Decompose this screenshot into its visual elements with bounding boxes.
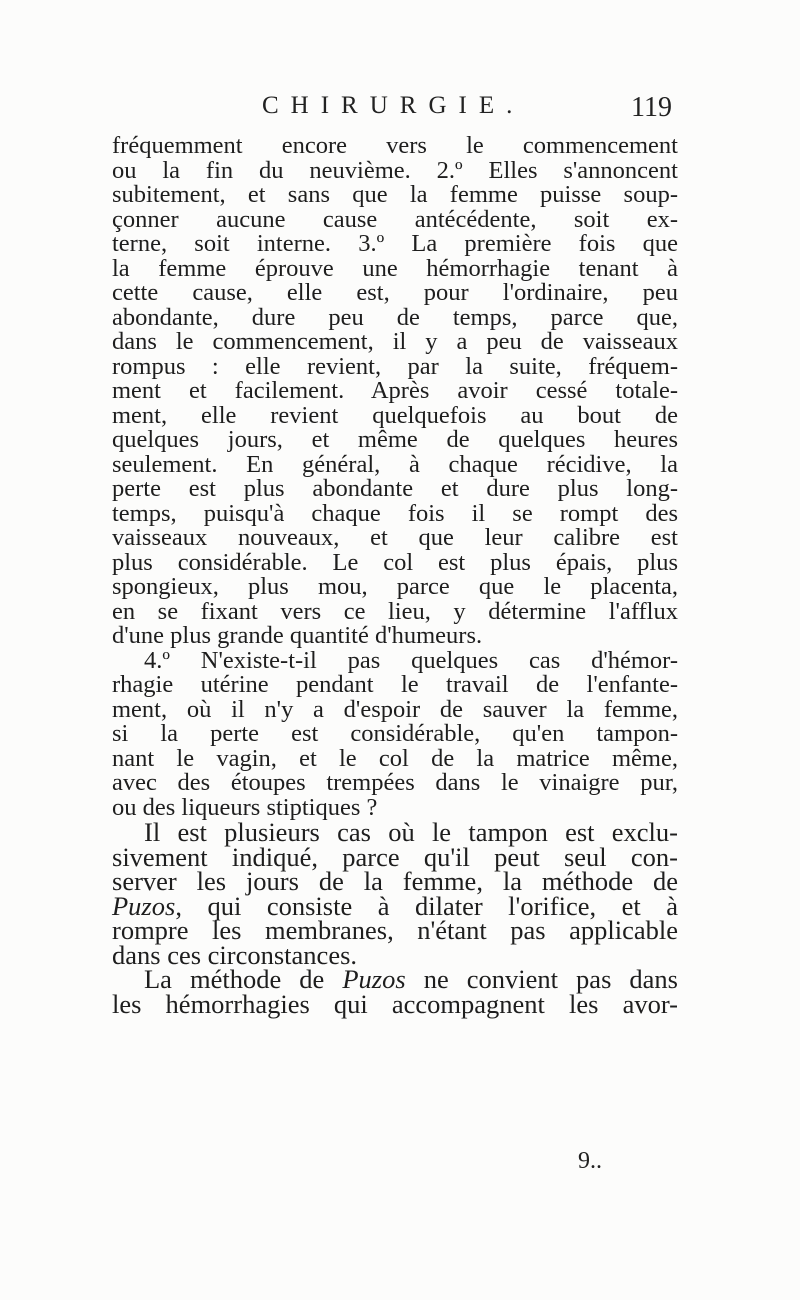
text-line: perte est plus abondante et dure plus long- (112, 475, 678, 502)
text-line: ou la fin du neuvième. 2.º Elles s'annoncent (112, 156, 678, 184)
text-line: fréquemment encore vers le commencement (112, 132, 678, 159)
text-line: Il est plusieurs cas où le tampon est exclu- (144, 817, 678, 847)
text-line: dans le commencement, il y a peu de vaisseaux (112, 328, 678, 355)
text-line: nant le vagin, et le col de la matrice même, (112, 744, 678, 772)
text-line: La méthode de Puzos ne convient pas dans (144, 964, 678, 994)
text-line: temps, puisqu'à chaque fois il se rompt des (112, 499, 678, 527)
text-line: cette cause, elle est, pour l'ordinaire, peu (112, 279, 678, 306)
text-line: ment et facilement. Après avoir cessé totale- (112, 377, 678, 404)
text-line: en se fixant vers ce lieu, y détermine l'afflux (112, 597, 678, 625)
page-number: 119 (631, 92, 672, 123)
text-line: Puzos, qui consiste à dilater l'orifice, et à (112, 890, 678, 921)
text-line: 4.º N'existe-t-il pas quelques cas d'hémor- (144, 646, 678, 674)
signature-mark: 9.. (578, 1148, 602, 1174)
text-line: ment, elle revient quelquefois au bout de (112, 401, 678, 429)
text-line: seulement. En général, à chaque récidive, la (112, 450, 678, 478)
text-line: server les jours de la femme, la méthode de (112, 866, 678, 896)
text-line: abondante, dure peu de temps, parce que, (112, 303, 678, 331)
text-line: d'une plus grande quantité d'humeurs. (112, 622, 483, 649)
page-header (112, 92, 678, 132)
text-line: çonner aucune cause antécédente, soit ex- (112, 205, 678, 233)
text-line: ou des liqueurs stiptiques ? (112, 793, 378, 821)
text-line: terne, soit interne. 3.º La première fois que (112, 230, 678, 257)
text-line: sivement indiqué, parce qu'il peut seul con- (112, 841, 678, 872)
text-line: dans ces circonstances. (112, 939, 358, 970)
text-line: ment, où il n'y a d'espoir de sauver la femme, (112, 695, 678, 723)
text-line: la femme éprouve une hémorrhagie tenant à (112, 254, 678, 282)
running-head: CHIRURGIE. (262, 92, 525, 119)
text-line: rompre les membranes, n'étant pas applicable (112, 915, 678, 945)
text-line: vaisseaux nouveaux, et que leur calibre est (112, 524, 678, 551)
text-line: les hémorrhagies qui accompagnent les avor- (112, 988, 678, 1019)
text-line: plus considérable. Le col est plus épais, plus (112, 548, 678, 576)
body-text (112, 132, 678, 1019)
text-line: rhagie utérine pendant le travail de l'enfante- (112, 671, 678, 698)
text-line: si la perte est considérable, qu'en tampon- (112, 720, 678, 747)
text-line: subitement, et sans que la femme puisse soup- (112, 181, 678, 208)
text-line: rompus : elle revient, par la suite, fréquem- (112, 352, 678, 380)
text-line: spongieux, plus mou, parce que le placenta, (112, 573, 678, 600)
text-line: avec des étoupes trempées dans le vinaigre pur, (112, 769, 678, 796)
text-line: quelques jours, et même de quelques heures (112, 426, 678, 453)
